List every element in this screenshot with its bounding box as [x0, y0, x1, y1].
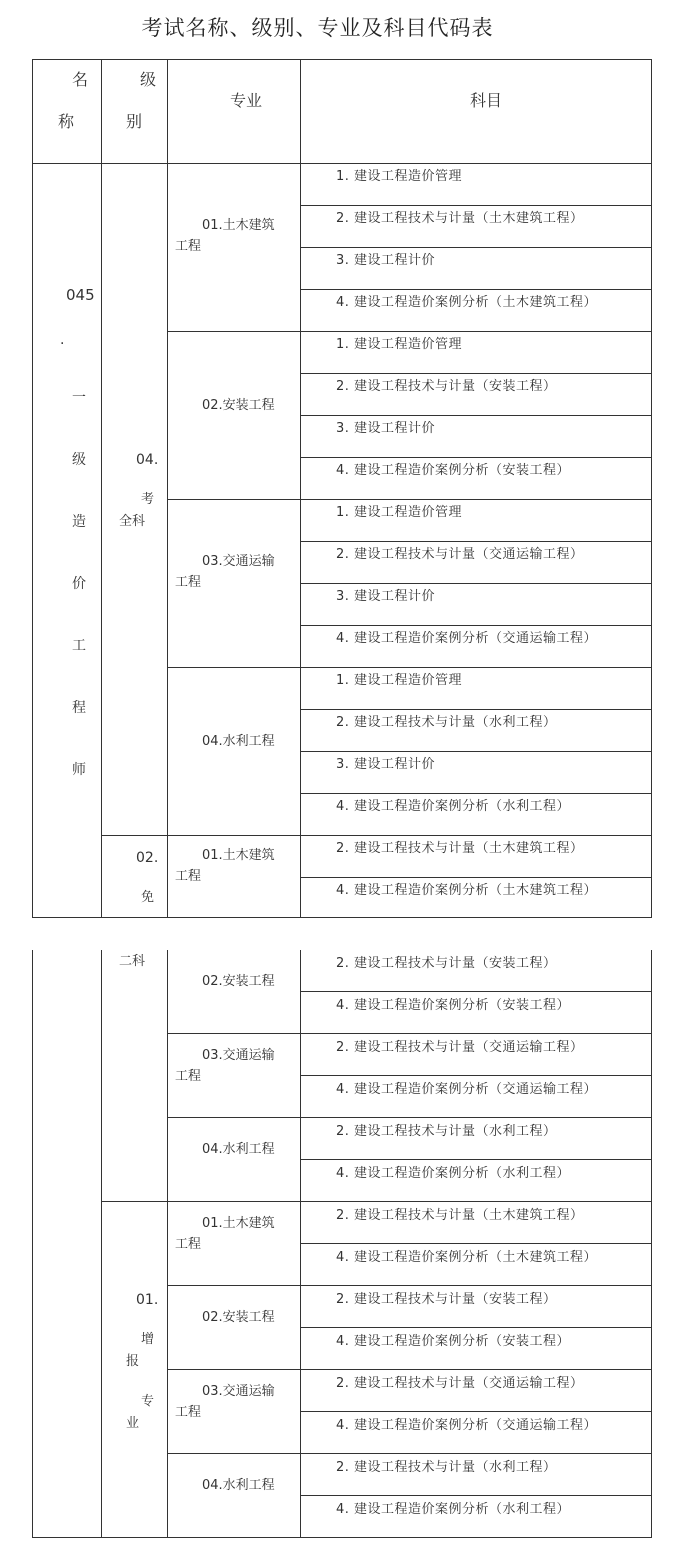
level-add-label: 报 [126, 1354, 140, 1369]
border [300, 1075, 652, 1076]
subject-cell: 3. 建设工程计价 [336, 421, 436, 436]
major-civil: 工程 [175, 1237, 202, 1252]
subject-cell: 3. 建设工程计价 [336, 253, 436, 268]
border [300, 59, 301, 918]
border [101, 950, 102, 1538]
border [167, 1453, 652, 1454]
border [167, 59, 168, 918]
subject-cell: 1. 建设工程造价管理 [336, 337, 463, 352]
exam-dot: . [60, 332, 65, 348]
exam-char: 师 [72, 762, 86, 778]
border [300, 625, 652, 626]
border [300, 1243, 652, 1244]
subject-cell: 4. 建设工程造价案例分析（土木建筑工程） [336, 1250, 598, 1265]
border [300, 289, 652, 290]
header-name-top: 名 [72, 70, 89, 89]
border [300, 541, 652, 542]
subject-cell: 2. 建设工程技术与计量（安装工程） [336, 1292, 557, 1307]
subject-cell: 4. 建设工程造价案例分析（安装工程） [336, 463, 571, 478]
border [300, 247, 652, 248]
major-civil: 01.土木建筑 [202, 218, 275, 233]
subject-cell: 2. 建设工程技术与计量（安装工程） [336, 379, 557, 394]
major-water: 04.水利工程 [202, 1478, 275, 1493]
border [300, 991, 652, 992]
subject-cell: 4. 建设工程造价案例分析（水利工程） [336, 1166, 571, 1181]
major-traffic: 03.交通运输 [202, 1048, 275, 1063]
major-install: 02.安装工程 [202, 1310, 275, 1325]
major-civil: 01.土木建筑 [202, 848, 275, 863]
exam-char: 程 [72, 700, 86, 716]
major-install: 02.安装工程 [202, 974, 275, 989]
exam-char: 一 [72, 390, 86, 406]
subject-cell: 1. 建设工程造价管理 [336, 673, 463, 688]
level-all-label: 全科 [119, 514, 146, 529]
border [32, 1537, 652, 1538]
border [300, 751, 652, 752]
major-civil: 工程 [175, 239, 202, 254]
border [32, 950, 33, 1538]
exam-char: 工 [72, 638, 86, 654]
border [32, 917, 652, 918]
border [300, 415, 652, 416]
level-add-label: 增 [141, 1332, 155, 1347]
border [101, 59, 102, 918]
subject-cell: 2. 建设工程技术与计量（土木建筑工程） [336, 211, 584, 226]
subject-cell: 1. 建设工程造价管理 [336, 169, 463, 184]
border [300, 373, 652, 374]
subject-cell: 4. 建设工程造价案例分析（土木建筑工程） [336, 883, 598, 898]
major-civil: 01.土木建筑 [202, 1216, 275, 1231]
subject-cell: 4. 建设工程造价案例分析（交通运输工程） [336, 1418, 598, 1433]
header-level-top: 级 [140, 70, 157, 89]
major-traffic: 03.交通运输 [202, 1384, 275, 1399]
border [300, 709, 652, 710]
level-add-code: 01. [136, 1292, 159, 1308]
exam-char: 级 [72, 452, 86, 468]
level-exempt-label: 免 [141, 890, 155, 905]
subject-cell: 4. 建设工程造价案例分析（安装工程） [336, 1334, 571, 1349]
header-major: 专业 [230, 91, 263, 110]
border [167, 331, 652, 332]
border [300, 583, 652, 584]
subject-cell: 4. 建设工程造价案例分析（交通运输工程） [336, 631, 598, 646]
subject-cell: 2. 建设工程技术与计量（安装工程） [336, 956, 557, 971]
level-add-label: 业 [126, 1416, 140, 1431]
border [32, 59, 652, 60]
subject-cell: 4. 建设工程造价案例分析（交通运输工程） [336, 1082, 598, 1097]
border [300, 950, 301, 1538]
border [167, 1285, 652, 1286]
border [651, 950, 652, 1538]
border [167, 950, 168, 1538]
border [300, 1495, 652, 1496]
subject-cell: 2. 建设工程技术与计量（水利工程） [336, 715, 557, 730]
border [651, 59, 652, 918]
border [167, 1369, 652, 1370]
subject-cell: 2. 建设工程技术与计量（水利工程） [336, 1124, 557, 1139]
subject-cell: 4. 建设工程造价案例分析（安装工程） [336, 998, 571, 1013]
major-traffic: 工程 [175, 1405, 202, 1420]
level-all-code: 04. [136, 452, 159, 468]
border [32, 163, 652, 164]
header-name-bottom: 称 [58, 112, 75, 131]
level-add-label: 专 [141, 1394, 155, 1409]
border [101, 835, 652, 836]
subject-cell: 3. 建设工程计价 [336, 589, 436, 604]
subject-cell: 4. 建设工程造价案例分析（水利工程） [336, 799, 571, 814]
level-exempt-code: 02. [136, 850, 159, 866]
border [167, 1033, 652, 1034]
subject-cell: 2. 建设工程技术与计量（交通运输工程） [336, 547, 584, 562]
subject-cell: 2. 建设工程技术与计量（水利工程） [336, 1460, 557, 1475]
border [101, 1201, 652, 1202]
border [167, 1117, 652, 1118]
page-title: 考试名称、级别、专业及科目代码表 [141, 16, 494, 40]
level-exempt-label: 二科 [119, 954, 146, 969]
major-traffic: 03.交通运输 [202, 554, 275, 569]
major-water: 04.水利工程 [202, 1142, 275, 1157]
major-install: 02.安装工程 [202, 398, 275, 413]
header-subject: 科目 [470, 91, 503, 110]
subject-cell: 2. 建设工程技术与计量（土木建筑工程） [336, 1208, 584, 1223]
subject-cell: 4. 建设工程造价案例分析（土木建筑工程） [336, 295, 598, 310]
major-water: 04.水利工程 [202, 734, 275, 749]
border [167, 499, 652, 500]
major-traffic: 工程 [175, 575, 202, 590]
exam-char: 造 [72, 514, 86, 530]
level-all-label: 考 [141, 492, 155, 507]
border [300, 205, 652, 206]
border [300, 877, 652, 878]
subject-cell: 2. 建设工程技术与计量（土木建筑工程） [336, 841, 584, 856]
border [300, 1159, 652, 1160]
major-traffic: 工程 [175, 1069, 202, 1084]
subject-cell: 2. 建设工程技术与计量（交通运输工程） [336, 1376, 584, 1391]
subject-cell: 3. 建设工程计价 [336, 757, 436, 772]
border [300, 1411, 652, 1412]
major-civil: 工程 [175, 869, 202, 884]
subject-cell: 4. 建设工程造价案例分析（水利工程） [336, 1502, 571, 1517]
border [300, 793, 652, 794]
border [32, 59, 33, 918]
exam-char: 价 [72, 576, 86, 592]
header-level-bottom: 别 [126, 112, 143, 131]
border [167, 667, 652, 668]
border [300, 1327, 652, 1328]
subject-cell: 2. 建设工程技术与计量（交通运输工程） [336, 1040, 584, 1055]
exam-code: 045 [66, 286, 95, 304]
border [300, 457, 652, 458]
subject-cell: 1. 建设工程造价管理 [336, 505, 463, 520]
